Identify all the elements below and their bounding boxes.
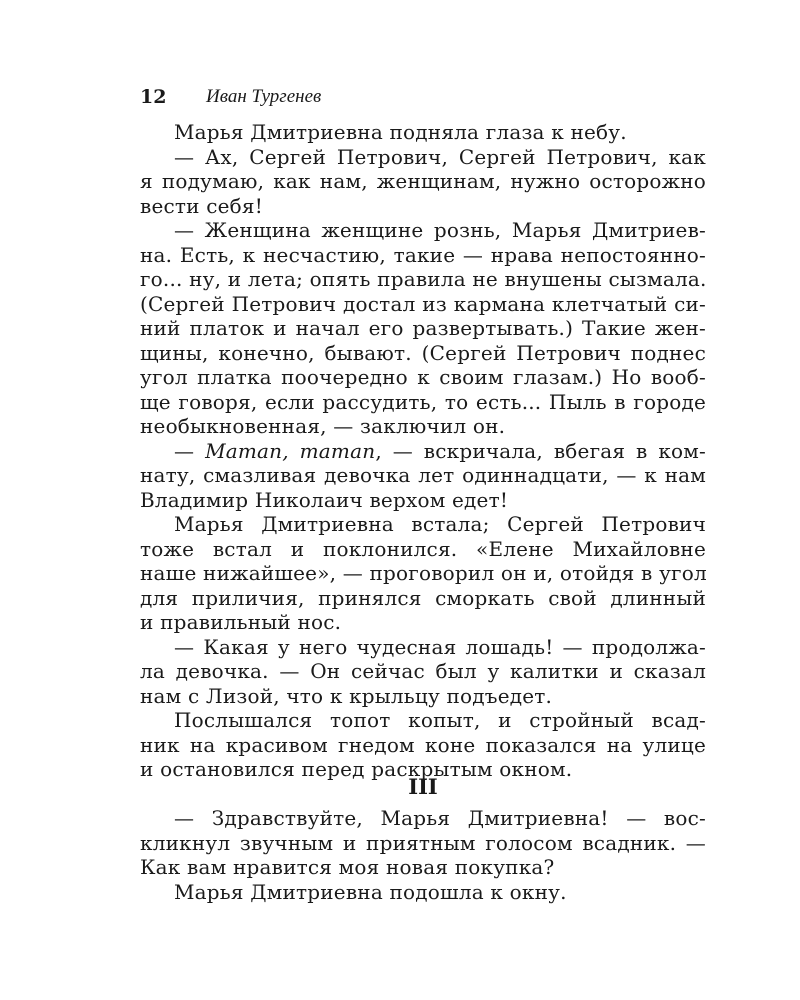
- text-line: и правильный нос.: [140, 610, 342, 634]
- text-line: — Ах, Сергей Петрович, Сергей Петрович, как: [174, 144, 706, 169]
- paragraph: [140, 708, 706, 782]
- text-line: необыкновенная, — заключил он.: [140, 414, 506, 438]
- paragraph: [140, 880, 706, 905]
- text-line: для приличия, принялся сморкать свой длинный: [140, 585, 706, 610]
- line-rest: , — вскричала, вбегая в ком-: [375, 438, 707, 463]
- text-line: Владимир Николаич верхом едет!: [140, 487, 509, 512]
- text-line: ний платок и начал его развертывать.) Такие жен-: [140, 316, 706, 340]
- main-text: [140, 120, 706, 782]
- text-line: нату, смазливая девочка лет одиннадцати, — к нам: [140, 463, 706, 487]
- paragraph: [140, 120, 706, 145]
- text-line: [140, 439, 706, 464]
- chapter-text: [140, 806, 706, 904]
- text-line: Марья Дмитриевна подошла к окну.: [174, 879, 567, 904]
- text-line: наше нижайшее», — проговорил он и, отойдя в угол: [140, 561, 707, 585]
- maman-italic: Maman, maman: [205, 438, 376, 463]
- paragraph: [140, 635, 706, 709]
- text-line: ла девочка. — Он сейчас был у калитки и сказал: [140, 659, 706, 683]
- chapter-heading: III: [408, 774, 438, 799]
- text-line: кликнул звучным и приятным голосом всадник. —: [140, 830, 706, 855]
- paragraph: [140, 806, 706, 880]
- text-line: — Какая у него чудесная лошадь! — продолжа-: [174, 634, 706, 659]
- text-line: на. Есть, к несчастию, такие — нрава непостоянно-: [140, 242, 706, 267]
- text-line: Послышался топот копыт, и стройный всад-: [174, 708, 706, 732]
- text-line: нам с Лизой, что к крыльцу подъедет.: [140, 683, 553, 708]
- text-line: ще говоря, если рассудить, то есть... Пыль в городе: [140, 389, 706, 414]
- paragraph: [140, 512, 706, 635]
- text-line: ник на красивом гнедом коне показался на улице: [140, 732, 706, 757]
- text-line: — Женщина женщине рознь, Марья Дмитриев-: [174, 218, 706, 242]
- running-head: [140, 84, 700, 110]
- text-line: Как вам нравится моя новая покупка?: [140, 855, 555, 879]
- text-line: Марья Дмитриевна встала; Сергей Петрович: [174, 512, 706, 536]
- text-line: я подумаю, как нам, женщинам, нужно осторожно: [140, 169, 706, 193]
- text-line: угол платка поочередно к своим глазам.) Но вооб-: [140, 365, 706, 389]
- running-title: Иван Тургенев: [206, 86, 322, 107]
- text-line: — Здравствуйте, Марья Дмитриевна! — вос-: [174, 806, 706, 830]
- dash-text: —: [174, 438, 206, 463]
- text-line: тоже встал и поклонился. «Елене Михайловне: [140, 536, 706, 561]
- text-line: щины, конечно, бывают. (Сергей Петрович поднес: [140, 340, 706, 365]
- text-line: вести себя!: [140, 193, 263, 218]
- paragraph: [140, 218, 706, 439]
- text-line: (Сергей Петрович достал из кармана клетчатый си-: [140, 291, 706, 316]
- text-line: и остановился перед раскрытым окном.: [140, 757, 573, 781]
- page-number: 12: [140, 86, 167, 108]
- paragraph: [140, 439, 706, 513]
- paragraph: [140, 145, 706, 219]
- text-line: Марья Дмитриевна подняла глаза к небу.: [174, 120, 627, 144]
- text-line: го... ну, и лета; опять правила не внушены сызмала.: [140, 267, 707, 291]
